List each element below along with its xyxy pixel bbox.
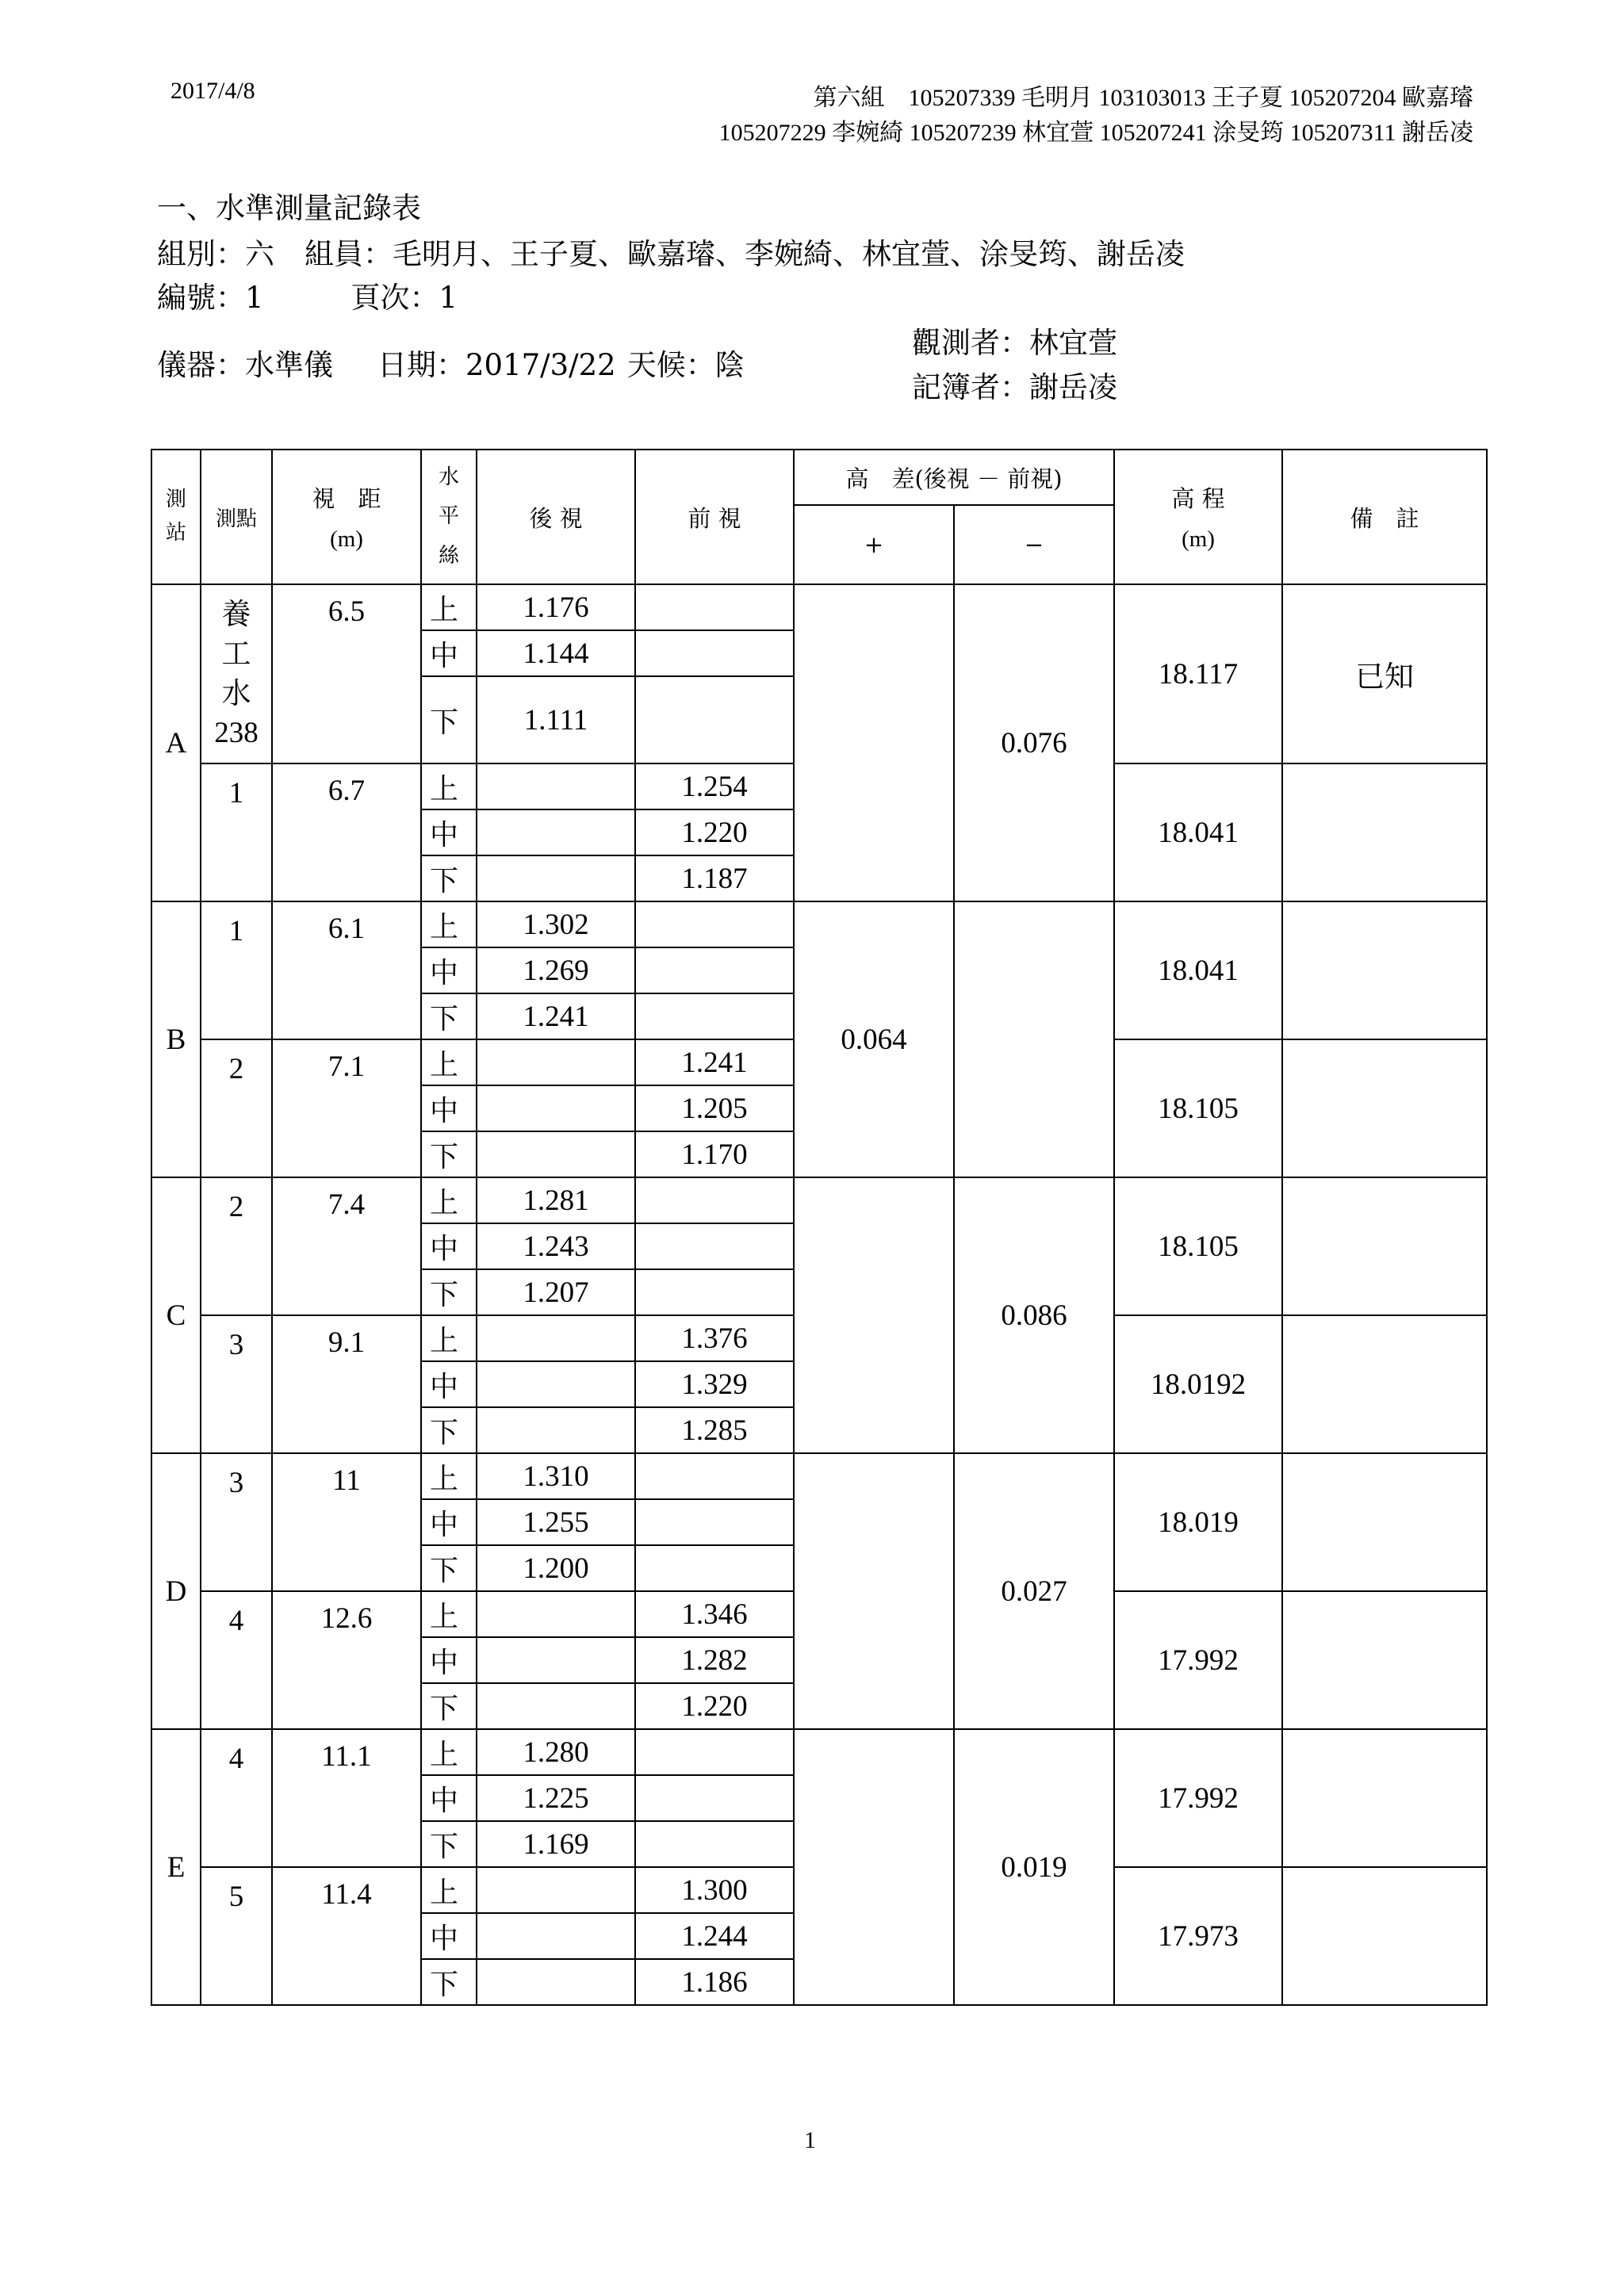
- distance-cell: 12.6: [272, 1591, 421, 1729]
- distance-cell: 6.5: [272, 584, 421, 763]
- remark-cell: [1282, 1867, 1487, 2005]
- remark-cell: [1282, 901, 1487, 1039]
- foresight-cell: 1.170: [635, 1131, 794, 1177]
- elevation-cell: 18.105: [1114, 1177, 1282, 1315]
- station-cell: B: [151, 901, 201, 1177]
- distance-cell: 11.4: [272, 1867, 421, 2005]
- backsight-cell: 1.207: [477, 1269, 635, 1315]
- wire-cell: 上: [421, 1729, 477, 1775]
- backsight-cell: [477, 1315, 635, 1361]
- elevation-cell: 18.019: [1114, 1453, 1282, 1591]
- number-line: [157, 274, 458, 316]
- point-cell: [201, 1039, 272, 1177]
- foresight-cell: [635, 947, 794, 993]
- distance-cell: 6.7: [272, 763, 421, 901]
- foresight-cell: [635, 1545, 794, 1591]
- backsight-cell: [477, 1361, 635, 1407]
- backsight-cell: [477, 855, 635, 901]
- diff-plus-cell: [794, 1453, 954, 1729]
- station-cell: D: [151, 1453, 201, 1729]
- wire-cell: 上: [421, 1867, 477, 1913]
- backsight-cell: [477, 1913, 635, 1959]
- diff-minus-cell: 0.027: [954, 1453, 1114, 1729]
- backsight-cell: 1.255: [477, 1499, 635, 1545]
- foresight-cell: 1.241: [635, 1039, 794, 1085]
- diff-minus-cell: [954, 901, 1114, 1177]
- backsight-cell: [477, 1683, 635, 1729]
- point-cell: [201, 1315, 272, 1453]
- wire-cell: 中: [421, 1223, 477, 1269]
- wire-cell: 中: [421, 1913, 477, 1959]
- point-label-part: 2: [228, 1191, 244, 1223]
- station-cell: E: [151, 1729, 201, 2005]
- page-label: 頁次：1: [350, 281, 458, 315]
- wire-cell: 上: [421, 1039, 477, 1085]
- foresight-cell: [635, 1177, 794, 1223]
- table-row: [151, 1453, 1487, 1499]
- point-label-part: 養: [221, 597, 251, 632]
- wire-cell: 中: [421, 1499, 477, 1545]
- header-plus: +: [794, 505, 954, 584]
- elevation-cell: 18.041: [1114, 763, 1282, 901]
- foresight-cell: [635, 1453, 794, 1499]
- foresight-cell: [635, 676, 794, 763]
- instrument-line: [157, 341, 745, 384]
- section-title: 一、水準測量記錄表: [157, 191, 421, 225]
- point-label-part: 1: [228, 777, 244, 809]
- header-distance-label: 視 距: [312, 485, 381, 512]
- point-cell: [201, 1591, 272, 1729]
- distance-cell: 9.1: [272, 1315, 421, 1453]
- table-row: [151, 584, 1487, 630]
- diff-plus-cell: [794, 1177, 954, 1453]
- foresight-cell: [635, 1775, 794, 1821]
- foresight-cell: 1.329: [635, 1361, 794, 1407]
- wire-cell: 上: [421, 584, 477, 630]
- elevation-cell: 18.041: [1114, 901, 1282, 1039]
- wire-cell: 上: [421, 1177, 477, 1223]
- point-label: [201, 1464, 271, 1503]
- foresight-cell: 1.244: [635, 1913, 794, 1959]
- table-row: [151, 1729, 1487, 1775]
- leveling-record-table: [151, 449, 1488, 2006]
- point-cell: [201, 901, 272, 1039]
- wire-cell: 下: [421, 1131, 477, 1177]
- wire-cell: 中: [421, 630, 477, 676]
- point-label-part: 5: [228, 1881, 244, 1913]
- backsight-cell: [477, 1407, 635, 1453]
- wire-cell: 上: [421, 1591, 477, 1637]
- foresight-cell: [635, 1821, 794, 1867]
- elevation-cell: 17.992: [1114, 1729, 1282, 1867]
- wire-cell: 下: [421, 676, 477, 763]
- header-minus: −: [954, 505, 1114, 584]
- wire-cell: 上: [421, 901, 477, 947]
- backsight-cell: 1.144: [477, 630, 635, 676]
- point-label-part: 238: [214, 716, 259, 749]
- backsight-cell: [477, 763, 635, 809]
- recorder-label: 記簿者：謝岳凌: [912, 370, 1117, 404]
- point-label: [201, 1326, 271, 1365]
- backsight-cell: [477, 809, 635, 855]
- wire-cell: 下: [421, 993, 477, 1039]
- point-label: [201, 1877, 271, 1917]
- wire-cell: 中: [421, 1637, 477, 1683]
- table-row: [151, 901, 1487, 947]
- remark-cell: [1282, 1729, 1487, 1867]
- diff-plus-cell: [794, 584, 954, 901]
- backsight-cell: [477, 1039, 635, 1085]
- point-label: [201, 1050, 271, 1089]
- header-point: 測點: [201, 450, 272, 584]
- remark-cell: [1282, 1039, 1487, 1177]
- point-label-part: 1: [228, 915, 244, 947]
- wire-cell: 下: [421, 1269, 477, 1315]
- diff-minus-cell: 0.076: [954, 584, 1114, 901]
- point-label-part: 3: [228, 1329, 244, 1361]
- backsight-cell: 1.243: [477, 1223, 635, 1269]
- wire-cell: 上: [421, 1315, 477, 1361]
- header-wire: [421, 450, 477, 584]
- wire-cell: 下: [421, 1959, 477, 2005]
- point-label-part: 水: [221, 676, 251, 710]
- point-label: [201, 1601, 271, 1641]
- foresight-cell: 1.300: [635, 1867, 794, 1913]
- remark-cell: 已知: [1282, 584, 1487, 763]
- group-members-line-1: 第六組 105207339 毛明月 103103013 王子夏 105207204 歐嘉璿: [813, 85, 1473, 111]
- backsight-cell: 1.302: [477, 901, 635, 947]
- point-label: [201, 1739, 271, 1779]
- remark-cell: [1282, 1177, 1487, 1315]
- point-label: [201, 912, 271, 951]
- backsight-cell: [477, 1131, 635, 1177]
- wire-cell: 中: [421, 1085, 477, 1131]
- point-label: [201, 1188, 271, 1227]
- backsight-cell: [477, 1637, 635, 1683]
- backsight-cell: [477, 1867, 635, 1913]
- backsight-cell: [477, 1591, 635, 1637]
- wire-cell: 中: [421, 947, 477, 993]
- table-body: [151, 584, 1487, 2005]
- wire-cell: 上: [421, 763, 477, 809]
- distance-cell: 7.4: [272, 1177, 421, 1315]
- distance-cell: 6.1: [272, 901, 421, 1039]
- group-line: [157, 230, 1185, 273]
- group-label: 組別：六: [157, 237, 274, 271]
- elevation-cell: 17.992: [1114, 1591, 1282, 1729]
- backsight-cell: 1.111: [477, 676, 635, 763]
- header-station: [151, 450, 201, 584]
- diff-plus-cell: 0.064: [794, 901, 954, 1177]
- distance-cell: 11.1: [272, 1729, 421, 1867]
- observer-label: 觀測者：林宜萱: [912, 326, 1117, 360]
- header-distance-unit: (m): [330, 526, 363, 552]
- weather-label: 天候：陰: [626, 348, 745, 382]
- wire-cell: 中: [421, 809, 477, 855]
- header-backsight: 後 視: [477, 450, 635, 584]
- foresight-cell: [635, 1729, 794, 1775]
- diff-plus-cell: [794, 1729, 954, 2005]
- point-cell: [201, 584, 272, 763]
- diff-minus-cell: 0.086: [954, 1177, 1114, 1453]
- backsight-cell: 1.225: [477, 1775, 635, 1821]
- remark-cell: [1282, 1315, 1487, 1453]
- foresight-cell: [635, 630, 794, 676]
- page-number: 1: [804, 2127, 816, 2153]
- foresight-cell: [635, 1499, 794, 1545]
- backsight-cell: 1.241: [477, 993, 635, 1039]
- header-elevation-unit: (m): [1182, 526, 1215, 552]
- backsight-cell: 1.169: [477, 1821, 635, 1867]
- foresight-cell: [635, 584, 794, 630]
- elevation-cell: 18.117: [1114, 584, 1282, 763]
- backsight-cell: [477, 1959, 635, 2005]
- point-label-part: 4: [228, 1605, 244, 1637]
- point-cell: [201, 763, 272, 901]
- wire-cell: 下: [421, 1683, 477, 1729]
- station-cell: A: [151, 584, 201, 901]
- backsight-cell: [477, 1085, 635, 1131]
- print-date: 2017/4/8: [170, 78, 255, 104]
- backsight-cell: 1.310: [477, 1453, 635, 1499]
- wire-cell: 下: [421, 855, 477, 901]
- foresight-cell: [635, 1223, 794, 1269]
- diff-minus-cell: 0.019: [954, 1729, 1114, 2005]
- foresight-cell: 1.220: [635, 809, 794, 855]
- distance-cell: 11: [272, 1453, 421, 1591]
- header-foresight: 前 視: [635, 450, 794, 584]
- elevation-cell: 17.973: [1114, 1867, 1282, 2005]
- backsight-cell: 1.280: [477, 1729, 635, 1775]
- backsight-cell: 1.176: [477, 584, 635, 630]
- foresight-cell: 1.285: [635, 1407, 794, 1453]
- table-row: [151, 1177, 1487, 1223]
- backsight-cell: 1.200: [477, 1545, 635, 1591]
- header-elevation: [1114, 450, 1282, 584]
- wire-cell: 上: [421, 1453, 477, 1499]
- backsight-cell: 1.281: [477, 1177, 635, 1223]
- instrument-label: 儀器：水準儀: [157, 348, 333, 382]
- header-station-text: 測站: [166, 488, 187, 545]
- foresight-cell: 1.186: [635, 1959, 794, 2005]
- foresight-cell: 1.205: [635, 1085, 794, 1131]
- point-label: [201, 774, 271, 813]
- header-wire-text: 水平絲: [439, 465, 460, 568]
- point-label: [201, 595, 271, 753]
- foresight-cell: 1.254: [635, 763, 794, 809]
- foresight-cell: 1.187: [635, 855, 794, 901]
- foresight-cell: 1.346: [635, 1591, 794, 1637]
- wire-cell: 下: [421, 1545, 477, 1591]
- number-label: 編號：1: [157, 281, 264, 315]
- date-label: 日期：2017/3/22: [377, 348, 616, 382]
- remark-cell: [1282, 763, 1487, 901]
- remark-cell: [1282, 1591, 1487, 1729]
- point-cell: [201, 1729, 272, 1867]
- distance-cell: 7.1: [272, 1039, 421, 1177]
- station-cell: C: [151, 1177, 201, 1453]
- foresight-cell: 1.282: [635, 1637, 794, 1683]
- wire-cell: 中: [421, 1361, 477, 1407]
- point-cell: [201, 1177, 272, 1315]
- header-remark: 備 註: [1282, 450, 1487, 584]
- foresight-cell: 1.220: [635, 1683, 794, 1729]
- group-members-line-2: 105207229 李婉綺 105207239 林宜萱 105207241 涂旻筠 105207311 謝岳凌: [718, 120, 1473, 146]
- elevation-cell: 18.0192: [1114, 1315, 1282, 1453]
- point-label-part: 2: [228, 1053, 244, 1085]
- foresight-cell: [635, 1269, 794, 1315]
- wire-cell: 下: [421, 1821, 477, 1867]
- header-elevation-label: 高 程: [1171, 485, 1225, 512]
- header-distance: [272, 450, 421, 584]
- point-cell: [201, 1453, 272, 1591]
- backsight-cell: 1.269: [477, 947, 635, 993]
- wire-cell: 中: [421, 1775, 477, 1821]
- point-cell: [201, 1867, 272, 2005]
- header-height-difference: 高 差(後視 － 前視): [794, 450, 1114, 505]
- foresight-cell: [635, 901, 794, 947]
- point-label-part: 工: [221, 637, 251, 672]
- foresight-cell: 1.376: [635, 1315, 794, 1361]
- elevation-cell: 18.105: [1114, 1039, 1282, 1177]
- members-label: 組員：毛明月、王子夏、歐嘉璿、李婉綺、林宜萱、涂旻筠、謝岳凌: [304, 237, 1185, 271]
- wire-cell: 下: [421, 1407, 477, 1453]
- point-label-part: 3: [228, 1467, 244, 1499]
- foresight-cell: [635, 993, 794, 1039]
- point-label-part: 4: [228, 1743, 244, 1775]
- remark-cell: [1282, 1453, 1487, 1591]
